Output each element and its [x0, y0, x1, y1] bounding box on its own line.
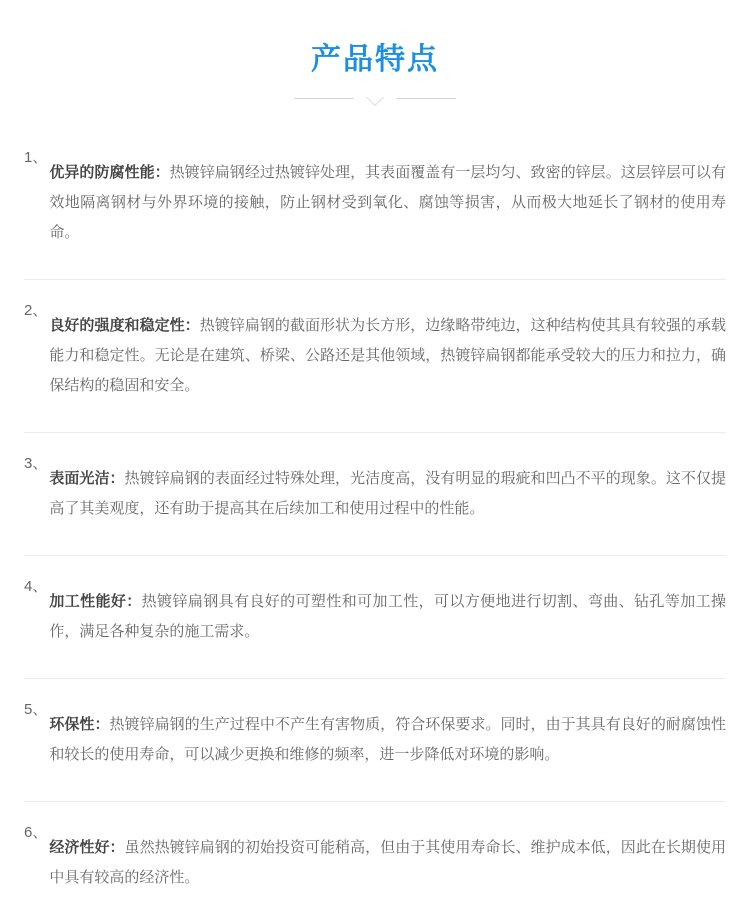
- list-item-body: [49, 587, 726, 647]
- list-item-text: 热镀锌扁钢的表面经过特殊处理，光洁度高，没有明显的瑕疵和凹凸不平的现象。这不仅提高了其美观度，还有助于提高其在后续加工和使用过程中的性能。: [49, 470, 726, 517]
- list-item-label: 环保性：: [49, 716, 110, 733]
- list-item-label: 良好的强度和稳定性：: [49, 317, 200, 334]
- page-title: 产品特点: [311, 43, 439, 76]
- list-item: [24, 127, 726, 279]
- list-item-text: 热镀锌扁钢经过热镀锌处理，其表面覆盖有一层均匀、致密的锌层。这层锌层可以有效地隔离钢材与外界环境的接触，防止钢材受到氧化、腐蚀等损害，从而极大地延长了钢材的使用寿命。: [49, 164, 726, 241]
- list-item-index: 6、: [24, 824, 48, 841]
- list-item-text: 热镀锌扁钢具有良好的可塑性和可加工性，可以方便地进行切割、弯曲、钻孔等加工操作，满足各种复杂的施工需求。: [49, 593, 726, 640]
- list-item-body: [49, 311, 726, 401]
- list-item: [24, 279, 726, 432]
- list-item-text: 热镀锌扁钢的生产过程中不产生有害物质，符合环保要求。同时，由于其具有良好的耐腐蚀性和较长的使用寿命，可以减少更换和维修的频率，进一步降低对环境的影响。: [49, 716, 726, 763]
- list-item-index: 1、: [24, 149, 48, 166]
- list-item-body: [49, 158, 726, 248]
- list-item-index: 5、: [24, 701, 48, 718]
- list-item-text: 虽然热镀锌扁钢的初始投资可能稍高，但由于其使用寿命长、维护成本低，因此在长期使用中具有较高的经济性。: [49, 839, 726, 886]
- list-item: [24, 678, 726, 801]
- list-item-index: 4、: [24, 578, 48, 595]
- divider-line-right: [396, 98, 456, 99]
- list-item-body: [49, 833, 726, 893]
- list-item-index: 3、: [24, 455, 48, 472]
- triangle-down-icon: [366, 97, 384, 106]
- list-item-body: [49, 710, 726, 770]
- list-item-text: 热镀锌扁钢的截面形状为长方形，边缘略带纯边，这种结构使其具有较强的承载能力和稳定性。无论是在建筑、桥梁、公路还是其他领域，热镀锌扁钢都能承受较大的压力和拉力，确保结构的稳固和安全。: [49, 317, 726, 394]
- title-divider: [16, 94, 734, 103]
- list-item-index: 2、: [24, 302, 48, 319]
- feature-list: [16, 127, 734, 924]
- list-item: [24, 432, 726, 555]
- list-item-label: 表面光洁：: [49, 470, 125, 487]
- list-item: [24, 555, 726, 678]
- list-item-body: [49, 464, 726, 524]
- list-item-label: 加工性能好：: [49, 593, 142, 610]
- list-item-label: 经济性好：: [49, 839, 125, 856]
- page-header: [16, 0, 734, 103]
- list-item-label: 优异的防腐性能：: [49, 164, 170, 181]
- divider-line-left: [294, 98, 354, 99]
- list-item: [24, 801, 726, 924]
